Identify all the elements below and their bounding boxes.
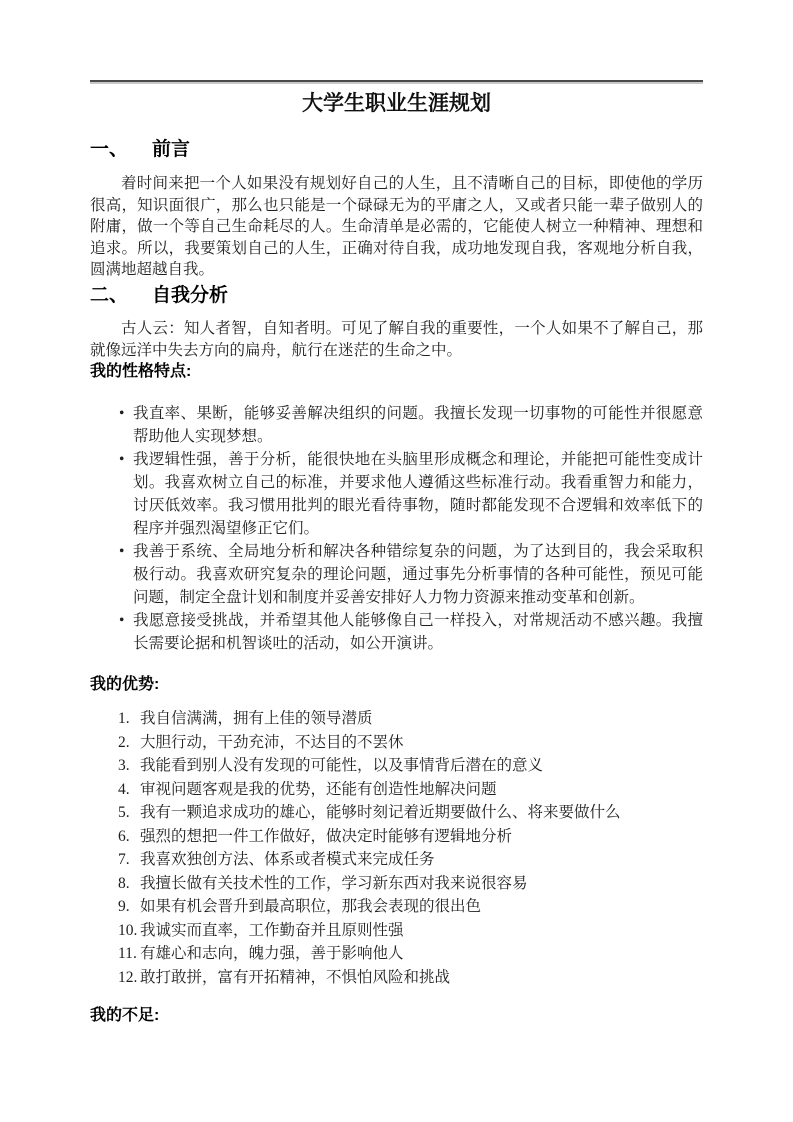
paragraph-self-analysis: 古人云：知人者智，自知者明。可见了解自我的重要性，一个人如果不了解自己，那就像远洋中失去方向的扁舟，航行在迷茫的生命之中。 [90,319,703,359]
strength-item: 我有一颗追求成功的雄心，能够时刻记着近期要做什么、将来要做什么 [140,804,621,822]
paragraph-preface: 着时间来把一个人如果没有规划好自己的人生，且不清晰自己的目标，即使他的学历很高，知识面很广，那么也只能是一个碌碌无为的平庸之人，又或者只能一辈子做别人的附庸，做一个等自己生命耗尽的人。生命清单是必需的，它能使人树立一种精神、理想和追求。所以，我要策划自己的人生，正确对待自我，成功地发现自我，客观地分析自我，圆满地超越自我。 [90,175,703,279]
trait-item: • 我逻辑性强，善于分析，能很快地在头脑里形成概念和理论，并能把可能性变成计划。我喜欢树立自己的标准，并要求他人遵循这些标准行动。我看重智力和能力，讨厌低效率。我习惯用批判的眼光看待事物，随时都能发现不合逻辑和效率低下的程序并强烈渴望修正它们。 [90,448,703,540]
strengths-list [90,707,703,989]
trait-item: • 我直率、果断，能够妥善解决组织的问题。我擅长发现一切事物的可能性并很愿意帮助他人实现梦想。 [90,402,703,448]
strength-item: 如果有机会晋升到最高职位，那我会表现的很出色 [140,898,482,916]
strengths-heading: 我的优势: [90,676,160,694]
section-label: 自我分析 [152,284,229,306]
section-number: 一、 [90,139,129,160]
strength-item: 敢打敢拼，富有开拓精神，不惧怕风险和挑战 [140,968,451,986]
trait-item: • 我善于系统、全局地分析和解决各种错综复杂的问题，为了达到目的，我会采取积极行动。我喜欢研究复杂的理论问题，通过事先分析事情的各种可能性，预见可能问题，制定全盘计划和制度并妥善安排好人力物力资源来推动变革和创新。 [90,540,703,609]
strength-item: 我喜欢独创方法、体系或者模式来完成任务 [140,851,435,869]
strength-item: 有雄心和志向，魄力强，善于影响他人 [140,945,404,963]
section-heading-preface [90,138,703,161]
section-heading-self-analysis [90,284,703,307]
strength-item: 我擅长做有关技术性的工作，学习新东西对我来说很容易 [140,874,528,892]
strength-item: 大胆行动，干劲充沛，不达目的不罢休 [140,733,404,751]
section-number: 二、 [90,284,129,306]
traits-list [90,402,703,655]
weaknesses-heading: 我的不足: [90,1007,160,1025]
strength-item: 我自信满满，拥有上佳的领导潜质 [140,710,373,728]
strength-item: 我能看到别人没有发现的可能性，以及事情背后潜在的意义 [140,757,544,775]
page-title: 大学生职业生涯规划 [302,92,491,115]
strength-item: 强烈的想把一件工作做好，做决定时能够有逻辑地分析 [140,827,513,845]
strength-item: 审视问题客观是我的优势，还能有创造性地解决问题 [140,780,497,798]
header-rule [90,80,703,84]
traits-heading: 我的性格特点: [90,363,192,381]
strength-item: 我诚实而直率，工作勤奋并且原则性强 [140,921,404,939]
trait-item: • 我愿意接受挑战，并希望其他人能够像自己一样投入，对常规活动不感兴趣。我擅长需要论据和机智谈吐的活动，如公开演讲。 [90,609,703,655]
section-label: 前言 [152,139,191,160]
